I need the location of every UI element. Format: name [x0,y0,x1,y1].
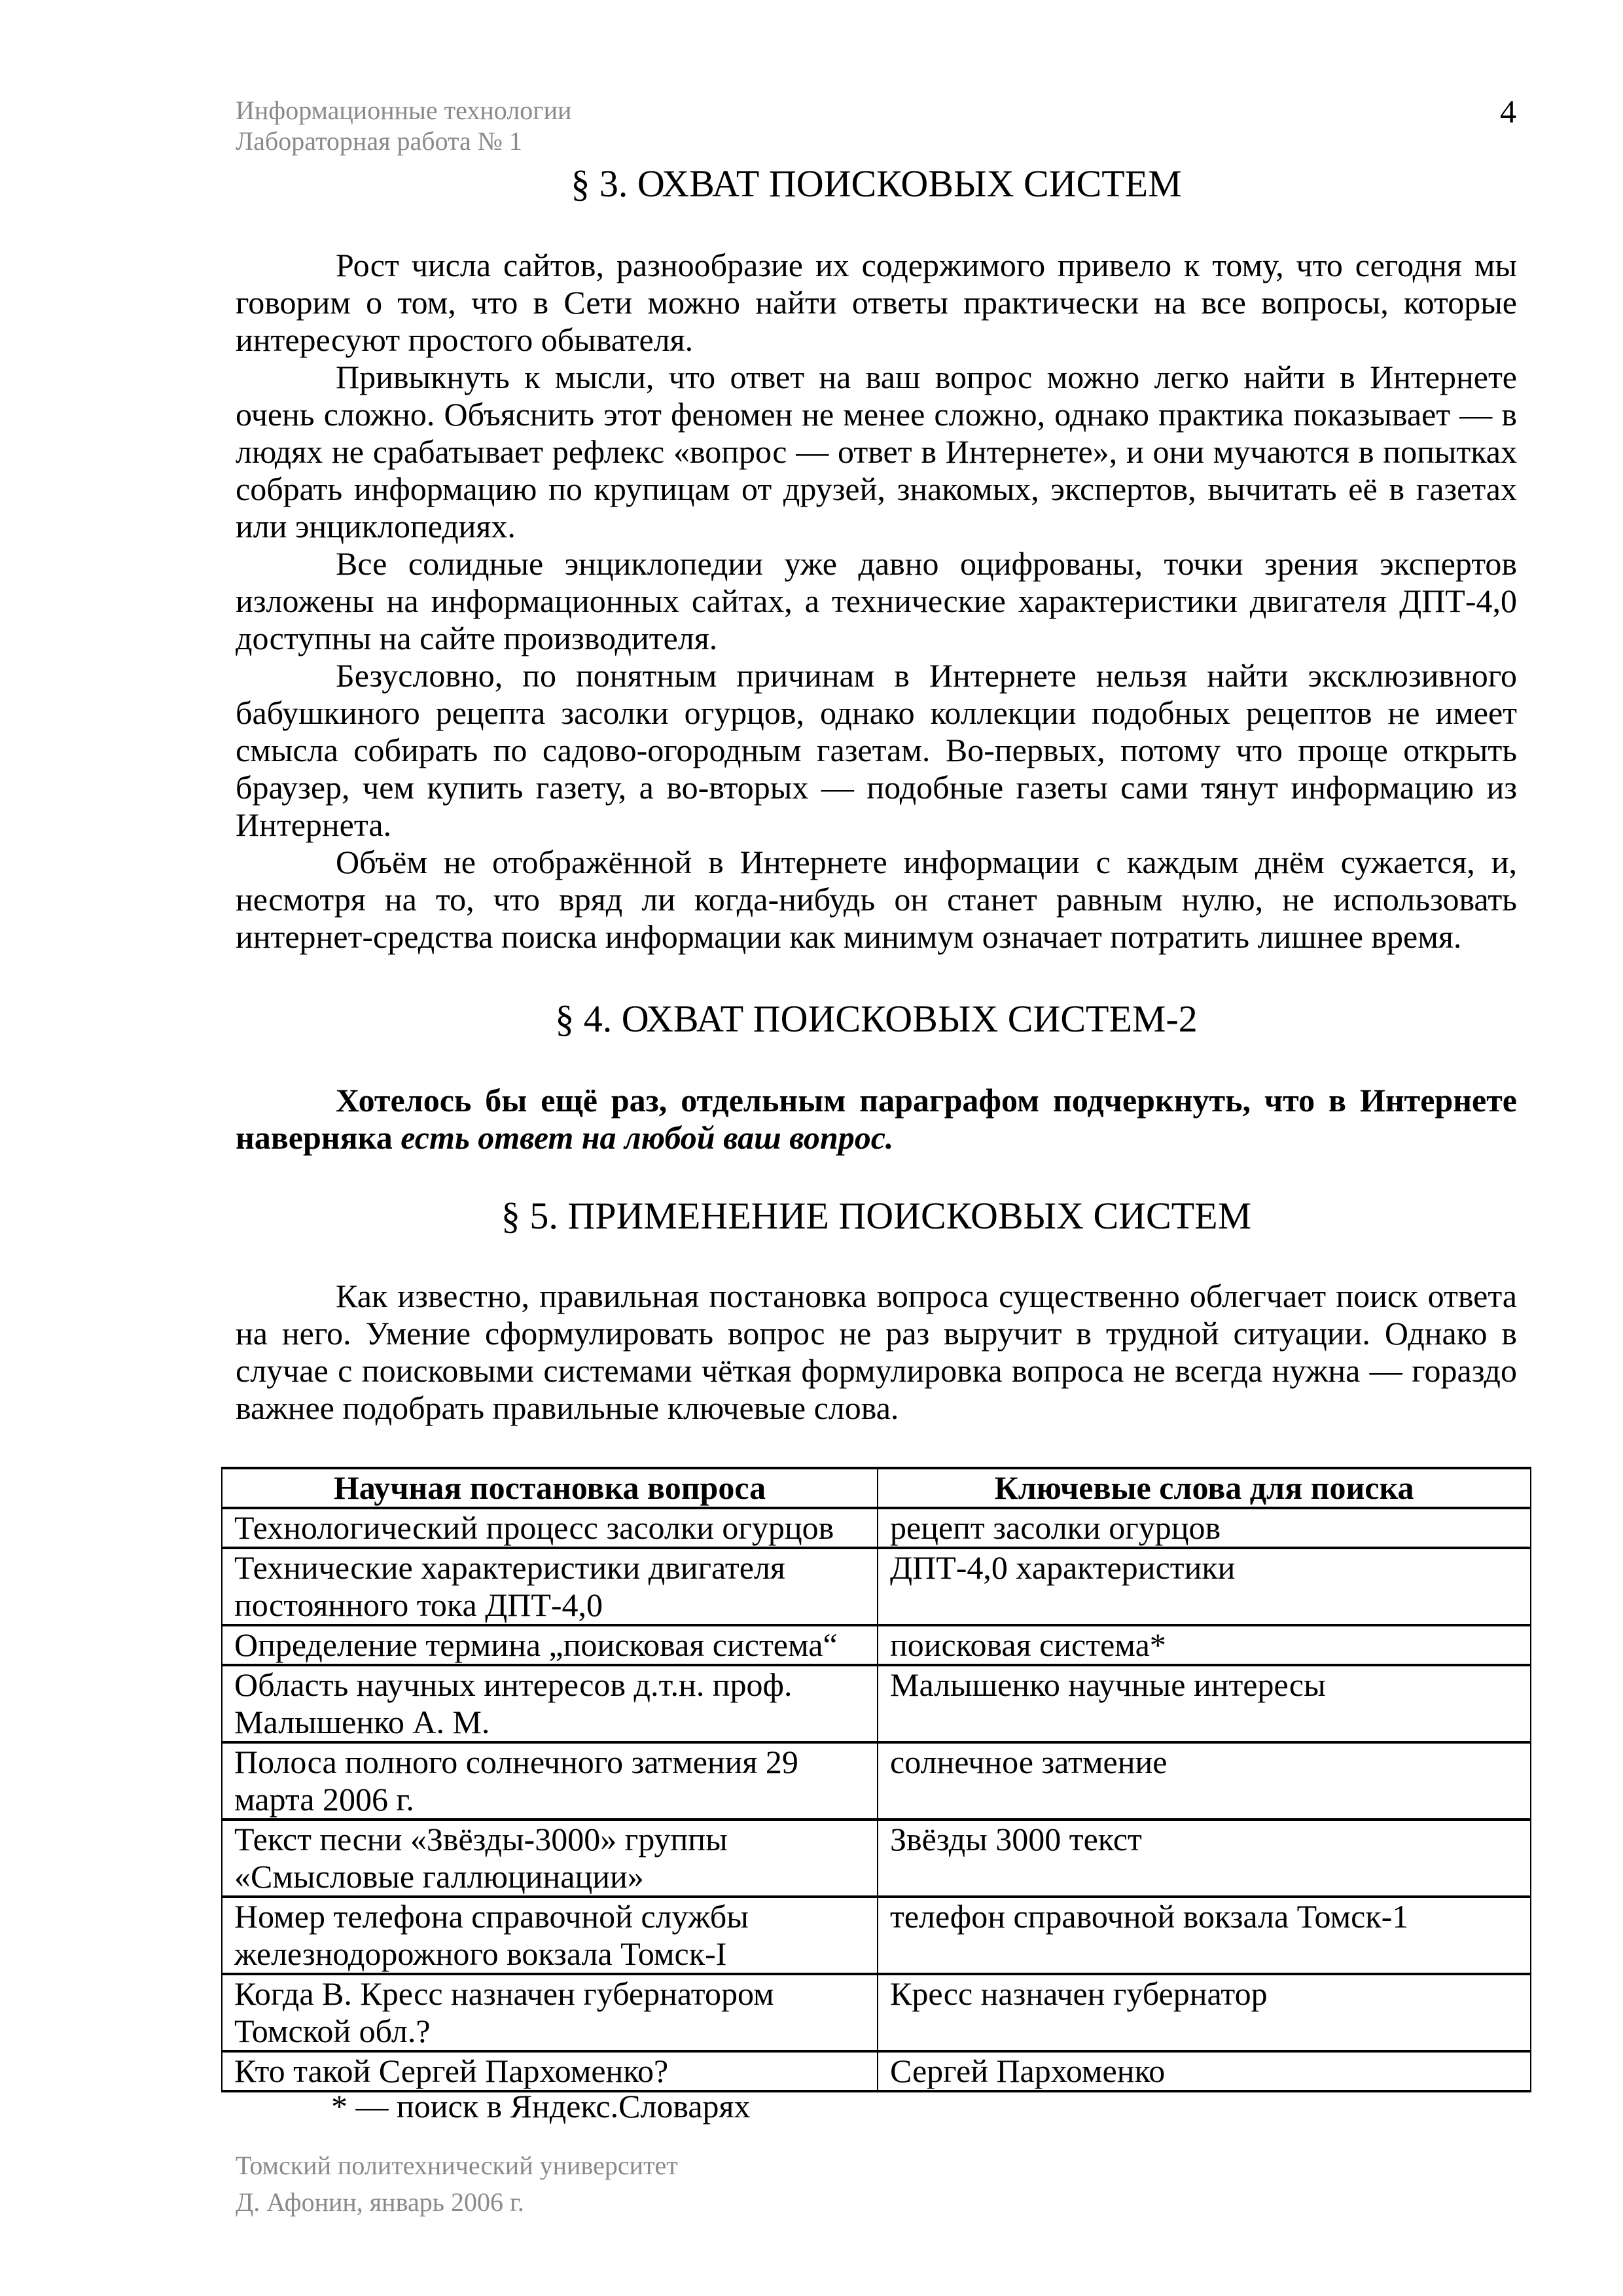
question-cell: Номер телефона справочной службы железнодорожного вокзала Томск-I [222,1897,878,1974]
table-row [222,1508,1531,1548]
page-number: 4 [1500,93,1516,130]
keywords-cell: телефон справочной вокзала Томск-1 [878,1897,1531,1974]
paragraph: Объём не отображённой в Интернете информации с каждым днём сужается, и, несмотря на то, что вряд ли когда-нибудь он станет равным нулю, не использовать интернет-средства поиска информации как минимум означает потратить лишнее время. [236,844,1517,955]
section4-heading: § 4. ОХВАТ ПОИСКОВЫХ СИСТЕМ-2 [555,997,1198,1040]
keywords-cell: Кресс назначен губернатор [878,1974,1531,2051]
keywords-cell: Сергей Пархоменко [878,2051,1531,2091]
section5-heading: § 5. ПРИМЕНЕНИЕ ПОИСКОВЫХ СИСТЕМ [501,1194,1252,1237]
keywords-cell: Малышенко научные интересы [878,1665,1531,1742]
keywords-cell: солнечное затмение [878,1742,1531,1820]
paragraph: Привыкнуть к мысли, что ответ на ваш вопрос можно легко найти в Интернете очень сложно. Объяснить этот феномен не менее сложно, однако практика показывает — в людях не срабатывает рефлекс «вопрос — ответ в Интернете», и они мучаются в попытках собрать информацию по крупицам от друзей, знакомых, экспертов, вычитать её в газетах или энциклопедиях. [236,359,1517,545]
paragraph: Рост числа сайтов, разнообразие их содержимого привело к тому, что сегодня мы говорим о том, что в Сети можно найти ответы практически на все вопросы, которые интересуют простого обывателя. [236,247,1517,358]
section3-heading: § 3. ОХВАТ ПОИСКОВЫХ СИСТЕМ [571,162,1182,205]
keywords-cell: поисковая система* [878,1625,1531,1665]
question-cell: Технические характеристики двигателя постоянного тока ДПТ-4,0 [222,1548,878,1625]
table-row [222,1974,1531,2051]
table-row [222,1665,1531,1742]
bold-italic-text: есть ответ на любой ваш вопрос. [401,1119,894,1156]
keywords-cell: рецепт засолки огурцов [878,1508,1531,1548]
table-row [222,1742,1531,1820]
table-row [222,1820,1531,1897]
question-cell: Текст песни «Звёзды-3000» группы «Смысловые галлюцинации» [222,1820,878,1897]
question-cell: Технологический процесс засолки огурцов [222,1508,878,1548]
paragraph: Как известно, правильная постановка вопроса существенно облегчает поиск ответа на него. Умение сформулировать вопрос не раз выручит в трудной ситуации. Однако в случае с поисковыми системами чёткая формулировка вопроса не всегда нужна — гораздо важнее подобрать правильные ключевые слова. [236,1278,1517,1426]
column-header: Ключевые слова для поиска [878,1468,1531,1508]
keywords-table [221,1467,1531,2092]
question-cell: Область научных интересов д.т.н. проф. Малышенко А. М. [222,1665,878,1742]
section3-body [236,247,1517,956]
question-cell: Кто такой Сергей Пархоменко? [222,2051,878,2091]
question-cell: Определение термина „поисковая система“ [222,1625,878,1665]
bold-text: Хотелось бы ещё раз, отдельным параграфом подчеркнуть, что в Интернете наверняка [236,1082,1517,1156]
table-row [222,2051,1531,2091]
header-course: Информационные технологии [236,96,572,125]
paragraph: Безусловно, по понятным причинам в Интернете нельзя найти эксклюзивного бабушкиного рецепта засолки огурцов, однако коллекции подобных рецептов не имеет смысла собирать по садово-огородным газетам. Во-первых, потому что проще открыть браузер, чем купить газету, а во-вторых — подобные газеты сами тянут информацию из Интернета. [236,657,1517,843]
footnote: * — поиск в Яндекс.Словарях [331,2088,751,2125]
table-row [222,1897,1531,1974]
question-cell: Когда В. Кресс назначен губернатором Томской обл.? [222,1974,878,2051]
column-header: Научная постановка вопроса [222,1468,878,1508]
header-lab: Лабораторная работа № 1 [236,126,522,156]
table-row [222,1625,1531,1665]
table-row [222,1548,1531,1625]
paragraph: Все солидные энциклопедии уже давно оцифрованы, точки зрения экспертов изложены на информационных сайтах, а технические характеристики двигателя ДПТ-4,0 доступны на сайте производителя. [236,545,1517,656]
section5-body [236,1278,1517,1427]
footer-university: Томский политехнический университет [236,2151,678,2180]
footer-author: Д. Афонин, январь 2006 г. [236,2187,524,2217]
keywords-cell: ДПТ-4,0 характеристики [878,1548,1531,1625]
section4-body [236,1082,1517,1157]
keywords-cell: Звёзды 3000 текст [878,1820,1531,1897]
question-cell: Полоса полного солнечного затмения 29 марта 2006 г. [222,1742,878,1820]
